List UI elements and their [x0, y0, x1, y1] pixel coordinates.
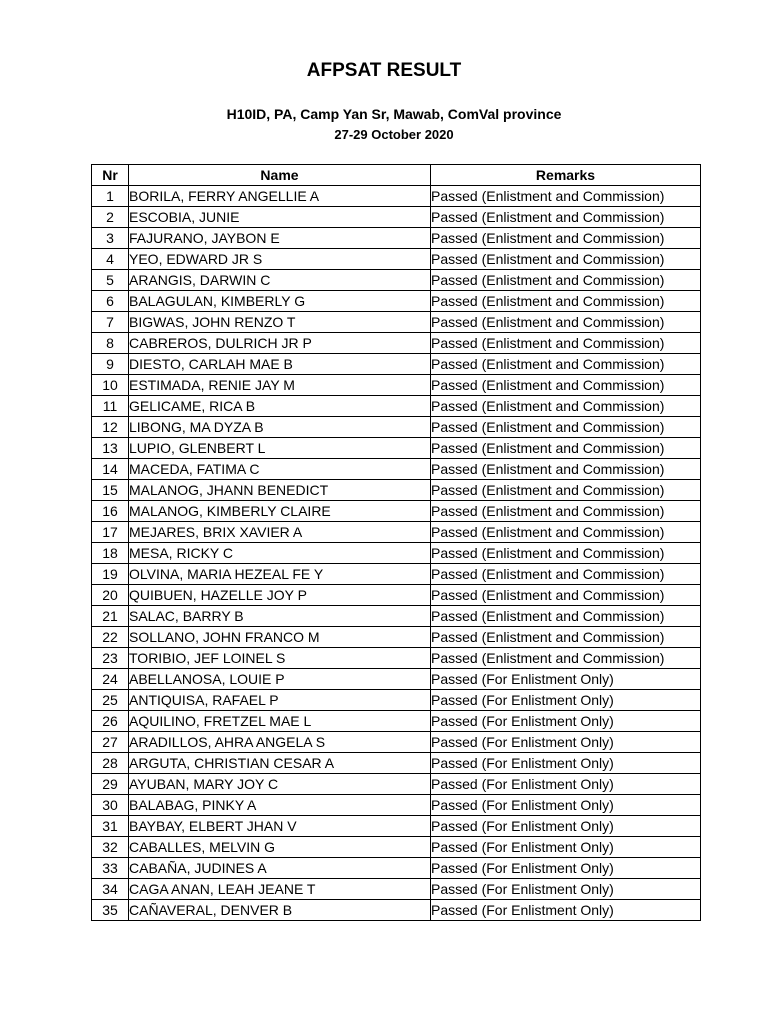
- row-name: GELICAME, RICA B: [129, 396, 431, 417]
- row-name: QUIBUEN, HAZELLE JOY P: [129, 585, 431, 606]
- row-name: BORILA, FERRY ANGELLIE A: [129, 186, 431, 207]
- row-remarks: Passed (Enlistment and Commission): [431, 522, 701, 543]
- row-number: 29: [92, 774, 129, 795]
- row-remarks: Passed (Enlistment and Commission): [431, 438, 701, 459]
- row-remarks: Passed (Enlistment and Commission): [431, 207, 701, 228]
- row-number: 26: [92, 711, 129, 732]
- table-row: [92, 753, 701, 774]
- row-number: 27: [92, 732, 129, 753]
- row-name: AQUILINO, FRETZEL MAE L: [129, 711, 431, 732]
- table-row: [92, 816, 701, 837]
- row-remarks: Passed (Enlistment and Commission): [431, 480, 701, 501]
- table-row: [92, 900, 701, 921]
- table-row: [92, 228, 701, 249]
- row-name: MESA, RICKY C: [129, 543, 431, 564]
- row-number: 18: [92, 543, 129, 564]
- table-row: [92, 585, 701, 606]
- row-name: SALAC, BARRY B: [129, 606, 431, 627]
- table-row: [92, 837, 701, 858]
- row-number: 25: [92, 690, 129, 711]
- row-remarks: Passed (Enlistment and Commission): [431, 627, 701, 648]
- row-number: 21: [92, 606, 129, 627]
- row-name: MALANOG, KIMBERLY CLAIRE: [129, 501, 431, 522]
- table-body: [92, 186, 701, 921]
- row-remarks: Passed (Enlistment and Commission): [431, 543, 701, 564]
- row-remarks: Passed (Enlistment and Commission): [431, 501, 701, 522]
- row-remarks: Passed (For Enlistment Only): [431, 795, 701, 816]
- row-remarks: Passed (Enlistment and Commission): [431, 333, 701, 354]
- table-row: [92, 606, 701, 627]
- row-remarks: Passed (For Enlistment Only): [431, 690, 701, 711]
- row-remarks: Passed (Enlistment and Commission): [431, 417, 701, 438]
- row-number: 12: [92, 417, 129, 438]
- table-row: [92, 333, 701, 354]
- row-remarks: Passed (For Enlistment Only): [431, 669, 701, 690]
- header-remarks: Remarks: [431, 165, 701, 186]
- table-row: [92, 522, 701, 543]
- row-number: 16: [92, 501, 129, 522]
- row-number: 15: [92, 480, 129, 501]
- row-name: MALANOG, JHANN BENEDICT: [129, 480, 431, 501]
- row-remarks: Passed (Enlistment and Commission): [431, 312, 701, 333]
- row-number: 2: [92, 207, 129, 228]
- row-remarks: Passed (For Enlistment Only): [431, 837, 701, 858]
- row-name: CABAÑA, JUDINES A: [129, 858, 431, 879]
- table-row: [92, 795, 701, 816]
- row-number: 24: [92, 669, 129, 690]
- row-name: ABELLANOSA, LOUIE P: [129, 669, 431, 690]
- table-header-row: [92, 165, 701, 186]
- row-number: 14: [92, 459, 129, 480]
- row-name: MEJARES, BRIX XAVIER A: [129, 522, 431, 543]
- row-remarks: Passed (Enlistment and Commission): [431, 648, 701, 669]
- row-name: FAJURANO, JAYBON E: [129, 228, 431, 249]
- row-name: OLVINA, MARIA HEZEAL FE Y: [129, 564, 431, 585]
- row-number: 23: [92, 648, 129, 669]
- row-name: DIESTO, CARLAH MAE B: [129, 354, 431, 375]
- row-number: 5: [92, 270, 129, 291]
- row-remarks: Passed (Enlistment and Commission): [431, 585, 701, 606]
- row-remarks: Passed (For Enlistment Only): [431, 879, 701, 900]
- table-row: [92, 732, 701, 753]
- results-table: [91, 164, 701, 921]
- row-remarks: Passed (For Enlistment Only): [431, 732, 701, 753]
- table-row: [92, 396, 701, 417]
- row-number: 1: [92, 186, 129, 207]
- document-title: AFPSAT RESULT: [306, 60, 462, 81]
- row-number: 22: [92, 627, 129, 648]
- table-row: [92, 375, 701, 396]
- row-number: 13: [92, 438, 129, 459]
- row-number: 35: [92, 900, 129, 921]
- row-name: ARANGIS, DARWIN C: [129, 270, 431, 291]
- row-remarks: Passed (Enlistment and Commission): [431, 606, 701, 627]
- row-name: ESCOBIA, JUNIE: [129, 207, 431, 228]
- row-name: LUPIO, GLENBERT L: [129, 438, 431, 459]
- row-name: CABALLES, MELVIN G: [129, 837, 431, 858]
- header-name: Name: [129, 165, 431, 186]
- table-row: [92, 648, 701, 669]
- row-number: 6: [92, 291, 129, 312]
- row-name: LIBONG, MA DYZA B: [129, 417, 431, 438]
- table-row: [92, 312, 701, 333]
- row-remarks: Passed (Enlistment and Commission): [431, 459, 701, 480]
- row-number: 8: [92, 333, 129, 354]
- table-row: [92, 354, 701, 375]
- row-name: BAYBAY, ELBERT JHAN V: [129, 816, 431, 837]
- row-number: 30: [92, 795, 129, 816]
- row-remarks: Passed (Enlistment and Commission): [431, 375, 701, 396]
- row-number: 32: [92, 837, 129, 858]
- table-row: [92, 711, 701, 732]
- table-row: [92, 627, 701, 648]
- row-name: AYUBAN, MARY JOY C: [129, 774, 431, 795]
- table-row: [92, 249, 701, 270]
- row-name: YEO, EDWARD JR S: [129, 249, 431, 270]
- document-date: 27-29 October 2020: [334, 127, 454, 142]
- row-number: 10: [92, 375, 129, 396]
- row-name: ESTIMADA, RENIE JAY M: [129, 375, 431, 396]
- table-row: [92, 459, 701, 480]
- row-number: 28: [92, 753, 129, 774]
- row-number: 3: [92, 228, 129, 249]
- row-name: ANTIQUISA, RAFAEL P: [129, 690, 431, 711]
- table-row: [92, 774, 701, 795]
- row-name: TORIBIO, JEF LOINEL S: [129, 648, 431, 669]
- row-remarks: Passed (For Enlistment Only): [431, 858, 701, 879]
- row-number: 33: [92, 858, 129, 879]
- row-number: 20: [92, 585, 129, 606]
- row-remarks: Passed (For Enlistment Only): [431, 900, 701, 921]
- table-row: [92, 480, 701, 501]
- row-number: 34: [92, 879, 129, 900]
- row-number: 19: [92, 564, 129, 585]
- row-remarks: Passed (For Enlistment Only): [431, 816, 701, 837]
- row-remarks: Passed (Enlistment and Commission): [431, 228, 701, 249]
- row-number: 31: [92, 816, 129, 837]
- row-remarks: Passed (Enlistment and Commission): [431, 186, 701, 207]
- row-remarks: Passed (Enlistment and Commission): [431, 396, 701, 417]
- table-row: [92, 543, 701, 564]
- row-name: BIGWAS, JOHN RENZO T: [129, 312, 431, 333]
- table-row: [92, 270, 701, 291]
- row-remarks: Passed (For Enlistment Only): [431, 753, 701, 774]
- table-row: [92, 291, 701, 312]
- row-name: ARGUTA, CHRISTIAN CESAR A: [129, 753, 431, 774]
- row-remarks: Passed (For Enlistment Only): [431, 711, 701, 732]
- row-name: CAÑAVERAL, DENVER B: [129, 900, 431, 921]
- row-remarks: Passed (For Enlistment Only): [431, 774, 701, 795]
- row-name: SOLLANO, JOHN FRANCO M: [129, 627, 431, 648]
- table-row: [92, 186, 701, 207]
- table-row: [92, 669, 701, 690]
- row-remarks: Passed (Enlistment and Commission): [431, 291, 701, 312]
- row-remarks: Passed (Enlistment and Commission): [431, 354, 701, 375]
- row-number: 4: [92, 249, 129, 270]
- row-name: CABREROS, DULRICH JR P: [129, 333, 431, 354]
- table-row: [92, 879, 701, 900]
- table-row: [92, 690, 701, 711]
- row-name: BALABAG, PINKY A: [129, 795, 431, 816]
- table-row: [92, 207, 701, 228]
- document-subtitle: H10ID, PA, Camp Yan Sr, Mawab, ComVal province: [226, 106, 562, 122]
- row-number: 11: [92, 396, 129, 417]
- row-remarks: Passed (Enlistment and Commission): [431, 249, 701, 270]
- row-number: 7: [92, 312, 129, 333]
- table-row: [92, 417, 701, 438]
- row-number: 9: [92, 354, 129, 375]
- row-remarks: Passed (Enlistment and Commission): [431, 564, 701, 585]
- table-row: [92, 564, 701, 585]
- table-row: [92, 438, 701, 459]
- row-name: CAGA ANAN, LEAH JEANE T: [129, 879, 431, 900]
- row-remarks: Passed (Enlistment and Commission): [431, 270, 701, 291]
- table-row: [92, 501, 701, 522]
- row-name: BALAGULAN, KIMBERLY G: [129, 291, 431, 312]
- row-name: MACEDA, FATIMA C: [129, 459, 431, 480]
- table-row: [92, 858, 701, 879]
- row-number: 17: [92, 522, 129, 543]
- row-name: ARADILLOS, AHRA ANGELA S: [129, 732, 431, 753]
- header-nr: Nr: [92, 165, 129, 186]
